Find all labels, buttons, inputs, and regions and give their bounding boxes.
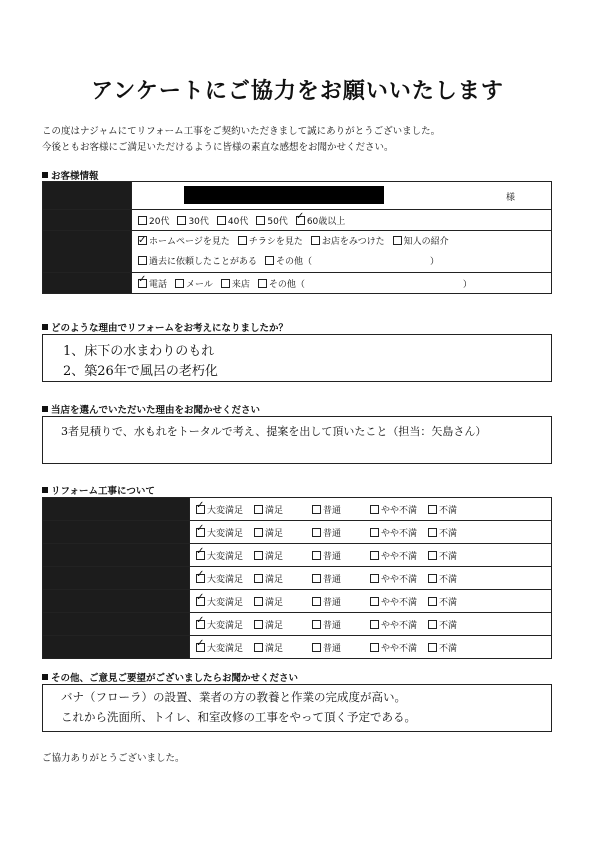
sat-4-option-3[interactable]: [370, 595, 428, 608]
sat-1-checkbox-3[interactable]: [370, 528, 379, 537]
age-options: [132, 210, 552, 231]
sat-6-option-label: やや不満: [381, 643, 418, 654]
sat-5-option-label: 普通: [323, 620, 342, 631]
sat-3-option-label: 満足: [265, 574, 284, 585]
source-option-label: チラシを見た: [248, 236, 303, 247]
sat-3-checkbox-3[interactable]: [370, 574, 379, 583]
satisfaction-label-cell: [43, 544, 190, 567]
source-option-3[interactable]: [393, 232, 449, 252]
satisfaction-row: [43, 521, 552, 544]
intro-line-2: 今後ともお客様にご満足いただけるように皆様の素直な感想をお聞かせください。: [42, 142, 394, 153]
age-option-2[interactable]: [217, 214, 248, 227]
source-option-0[interactable]: [138, 232, 230, 252]
satisfaction-row: [43, 613, 552, 636]
sat-5-option-label: 不満: [439, 620, 458, 631]
sat-4-option-1[interactable]: [254, 595, 312, 608]
sat-0-checkbox-3[interactable]: [370, 505, 379, 514]
contact-label-cell: [43, 273, 132, 294]
sat-1-option-3[interactable]: [370, 526, 428, 539]
contact-option-1[interactable]: [175, 277, 213, 290]
age-checkbox-1[interactable]: [177, 216, 186, 225]
sat-2-option-label: 大変満足: [207, 551, 244, 562]
satisfaction-options: [190, 636, 552, 659]
sat-3-option-label: やや不満: [381, 574, 418, 585]
sat-2-checkbox-0[interactable]: [196, 551, 205, 560]
sat-3-option-2[interactable]: [312, 572, 370, 585]
sat-2-option-4[interactable]: [428, 549, 486, 562]
intro-line-1: この度はナジャムにてリフォーム工事をご契約いただきまして誠にありがとうございました。: [42, 126, 441, 137]
reason-heading: どのような理由でリフォームをお考えになりましたか？: [42, 320, 288, 334]
age-label-cell: [43, 210, 132, 231]
sat-6-option-4[interactable]: [428, 641, 486, 654]
sat-0-checkbox-2[interactable]: [312, 505, 321, 514]
sat-1-option-label: 満足: [265, 528, 284, 539]
customer-table: [42, 181, 552, 294]
sat-3-option-label: 普通: [323, 574, 342, 585]
source-checkbox-2[interactable]: [311, 236, 320, 245]
source-label-cell: [43, 231, 132, 273]
sat-2-option-2[interactable]: [312, 549, 370, 562]
satisfaction-options: [190, 521, 552, 544]
sat-4-option-label: やや不満: [381, 597, 418, 608]
sat-5-option-4[interactable]: [428, 618, 486, 631]
source2-checkbox-0[interactable]: [138, 256, 147, 265]
name-cell: [132, 182, 552, 210]
age-checkbox-4[interactable]: [296, 216, 305, 225]
source-row-1: [138, 232, 551, 252]
work-heading: リフォーム工事について: [42, 483, 155, 497]
sat-1-option-2[interactable]: [312, 526, 370, 539]
sat-1-checkbox-1[interactable]: [254, 528, 263, 537]
sat-5-option-label: 満足: [265, 620, 284, 631]
sat-1-option-label: 大変満足: [207, 528, 244, 539]
sat-3-checkbox-0[interactable]: [196, 574, 205, 583]
age-option-label: 40代: [227, 216, 249, 227]
sat-3-checkbox-4[interactable]: [428, 574, 437, 583]
sat-3-option-4[interactable]: [428, 572, 486, 585]
source-option-label: お店をみつけた: [321, 236, 385, 247]
sat-5-option-0[interactable]: [196, 618, 254, 631]
store-heading: 当店を選んでいただいた理由をお聞かせください: [42, 402, 260, 416]
sat-6-option-0[interactable]: [196, 641, 254, 654]
sat-2-option-0[interactable]: [196, 549, 254, 562]
sat-4-option-2[interactable]: [312, 595, 370, 608]
sat-6-option-3[interactable]: [370, 641, 428, 654]
reason-box: [42, 334, 552, 382]
intro-text: [42, 124, 440, 156]
sat-0-option-label: 不満: [439, 505, 458, 516]
satisfaction-label-cell: [43, 567, 190, 590]
sat-5-checkbox-0[interactable]: [196, 620, 205, 629]
page-title: アンケートにご協力をお願いいたします: [91, 79, 504, 104]
sat-0-option-0[interactable]: [196, 503, 254, 516]
sat-2-checkbox-4[interactable]: [428, 551, 437, 560]
age-option-1[interactable]: [177, 214, 208, 227]
comments-heading: その他、ご意見ご要望がございましたらお聞かせください: [42, 670, 298, 684]
sat-0-checkbox-0[interactable]: [196, 505, 205, 514]
redacted-name: [184, 186, 384, 204]
sat-3-checkbox-1[interactable]: [254, 574, 263, 583]
age-option-label: 30代: [188, 216, 209, 227]
sat-0-option-label: 満足: [265, 505, 284, 516]
sat-3-option-1[interactable]: [254, 572, 312, 585]
sat-4-option-label: 満足: [265, 597, 284, 608]
sat-0-option-2[interactable]: [312, 503, 370, 516]
sat-4-option-0[interactable]: [196, 595, 254, 608]
sat-2-option-3[interactable]: [370, 549, 428, 562]
sat-1-option-label: 普通: [323, 528, 342, 539]
contact-checkbox-3[interactable]: [258, 279, 267, 288]
sat-5-checkbox-3[interactable]: [370, 620, 379, 629]
sat-2-checkbox-3[interactable]: [370, 551, 379, 560]
source-checkbox-1[interactable]: [238, 236, 247, 245]
comments-box: [42, 684, 552, 732]
sat-5-option-3[interactable]: [370, 618, 428, 631]
satisfaction-row: [43, 544, 552, 567]
customer-heading: お客様情報: [42, 168, 99, 182]
source2-option-label: 過去に依頼したことがある: [149, 256, 258, 267]
age-option-3[interactable]: [256, 214, 287, 227]
sat-4-checkbox-1[interactable]: [254, 597, 263, 606]
age-option-label: 50代: [267, 216, 288, 227]
sat-1-option-label: 不満: [439, 528, 458, 539]
satisfaction-options: [190, 590, 552, 613]
age-checkbox-2[interactable]: [217, 216, 226, 225]
sat-0-option-1[interactable]: [254, 503, 312, 516]
source-option-2[interactable]: [311, 232, 385, 252]
sat-1-checkbox-2[interactable]: [312, 528, 321, 537]
sat-4-option-label: 不満: [439, 597, 458, 608]
satisfaction-row: [43, 498, 552, 521]
sat-1-option-1[interactable]: [254, 526, 312, 539]
age-option-4[interactable]: [296, 214, 345, 227]
source-option-label: 知人の紹介: [403, 236, 449, 247]
sat-5-checkbox-2[interactable]: [312, 620, 321, 629]
thanks-text: ご協力ありがとうございました。: [42, 753, 185, 764]
source2-checkbox-1[interactable]: [265, 256, 274, 265]
sat-2-option-label: やや不満: [381, 551, 418, 562]
satisfaction-options: [190, 544, 552, 567]
contact-checkbox-2[interactable]: [221, 279, 230, 288]
name-label-cell: [43, 182, 132, 210]
sat-5-option-2[interactable]: [312, 618, 370, 631]
age-checkbox-0[interactable]: [138, 216, 147, 225]
sat-3-option-0[interactable]: [196, 572, 254, 585]
sat-5-option-1[interactable]: [254, 618, 312, 631]
sat-0-option-4[interactable]: [428, 503, 486, 516]
sat-1-option-0[interactable]: [196, 526, 254, 539]
satisfaction-row: [43, 567, 552, 590]
sat-6-option-1[interactable]: [254, 641, 312, 654]
sat-2-option-label: 満足: [265, 551, 284, 562]
age-option-label: 60歳以上: [306, 216, 346, 227]
sat-6-checkbox-0[interactable]: [196, 643, 205, 652]
satisfaction-label-cell: [43, 636, 190, 659]
honorific: 様: [505, 193, 515, 203]
sat-1-option-4[interactable]: [428, 526, 486, 539]
sat-0-option-3[interactable]: [370, 503, 428, 516]
satisfaction-label-cell: [43, 498, 190, 521]
satisfaction-row: [43, 590, 552, 613]
satisfaction-options: [190, 613, 552, 636]
sat-2-checkbox-1[interactable]: [254, 551, 263, 560]
sat-0-option-label: 普通: [323, 505, 342, 516]
sat-2-option-label: 不満: [439, 551, 458, 562]
sat-5-option-label: やや不満: [381, 620, 418, 631]
sat-0-checkbox-1[interactable]: [254, 505, 263, 514]
satisfaction-options: [190, 498, 552, 521]
contact-checkbox-0[interactable]: [138, 279, 147, 288]
sat-4-option-4[interactable]: [428, 595, 486, 608]
contact-option-label: メール: [186, 279, 213, 290]
satisfaction-table: [42, 497, 552, 659]
sat-4-checkbox-3[interactable]: [370, 597, 379, 606]
sat-4-checkbox-0[interactable]: [196, 597, 205, 606]
source2-option-label: その他（: [276, 256, 313, 267]
sat-6-option-label: 普通: [323, 643, 342, 654]
sat-0-option-label: やや不満: [381, 505, 418, 516]
sat-2-option-label: 普通: [323, 551, 342, 562]
contact-checkbox-1[interactable]: [175, 279, 184, 288]
reason-line-1: 1、床下の水まわりのもれ: [63, 344, 215, 359]
age-option-label: 20代: [149, 216, 170, 227]
comments-line-1: バナ（フローラ）の設置、業者の方の教養と作業の完成度が高い。: [61, 690, 406, 704]
source-options: [132, 231, 552, 273]
store-box: [42, 416, 552, 464]
contact-option-label: その他（: [268, 279, 305, 290]
contact-option-0[interactable]: [138, 277, 167, 290]
comments-line-2: これから洗面所、トイレ、和室改修の工事をやって頂く予定である。: [61, 710, 417, 724]
sat-4-option-label: 普通: [323, 597, 342, 608]
sat-6-checkbox-3[interactable]: [370, 643, 379, 652]
contact-options: ✓電話 メール 来店 その他（ ）: [132, 273, 552, 294]
sat-6-option-label: 不満: [439, 643, 458, 654]
contact-option-label: 来店: [231, 279, 250, 290]
source2-option-1[interactable]: [265, 252, 312, 272]
sat-3-option-label: 不満: [439, 574, 458, 585]
satisfaction-label-cell: [43, 521, 190, 544]
sat-6-checkbox-2[interactable]: [312, 643, 321, 652]
sat-5-checkbox-1[interactable]: [254, 620, 263, 629]
sat-4-checkbox-4[interactable]: [428, 597, 437, 606]
reason-line-2: 2、築26年で風呂の老朽化: [63, 364, 218, 379]
satisfaction-options: [190, 567, 552, 590]
sat-6-option-2[interactable]: [312, 641, 370, 654]
store-line-1: 3者見積りで、水もれをトータルで考え、提案を出して頂いたこと（担当：矢島さん）: [61, 425, 487, 438]
sat-3-checkbox-2[interactable]: [312, 574, 321, 583]
sat-6-option-label: 満足: [265, 643, 284, 654]
sat-1-checkbox-0[interactable]: [196, 528, 205, 537]
contact-option-3[interactable]: [258, 277, 305, 290]
sat-1-option-label: やや不満: [381, 528, 418, 539]
sat-5-checkbox-4[interactable]: [428, 620, 437, 629]
satisfaction-row: [43, 636, 552, 659]
sat-6-checkbox-1[interactable]: [254, 643, 263, 652]
sat-6-checkbox-4[interactable]: [428, 643, 437, 652]
sat-2-option-1[interactable]: [254, 549, 312, 562]
sat-5-option-label: 大変満足: [207, 620, 244, 631]
sat-1-checkbox-4[interactable]: [428, 528, 437, 537]
sat-3-option-label: 大変満足: [207, 574, 244, 585]
age-option-0[interactable]: [138, 214, 169, 227]
source-checkbox-0[interactable]: [138, 236, 147, 245]
sat-0-checkbox-4[interactable]: [428, 505, 437, 514]
source-option-label: ホームページを見た: [149, 236, 230, 247]
source-checkbox-3[interactable]: [393, 236, 402, 245]
sat-0-option-label: 大変満足: [207, 505, 244, 516]
contact-option-label: 電話: [149, 279, 168, 290]
source2-option-0[interactable]: [138, 252, 257, 272]
sat-3-option-3[interactable]: [370, 572, 428, 585]
satisfaction-label-cell: [43, 590, 190, 613]
contact-option-2[interactable]: [221, 277, 250, 290]
source-option-1[interactable]: [238, 232, 303, 252]
sat-6-option-label: 大変満足: [207, 643, 244, 654]
sat-4-checkbox-2[interactable]: [312, 597, 321, 606]
source-row-2: 過去に依頼したことがある その他（ ）: [138, 252, 551, 272]
age-checkbox-3[interactable]: [256, 216, 265, 225]
satisfaction-label-cell: [43, 613, 190, 636]
sat-2-checkbox-2[interactable]: [312, 551, 321, 560]
sat-4-option-label: 大変満足: [207, 597, 244, 608]
